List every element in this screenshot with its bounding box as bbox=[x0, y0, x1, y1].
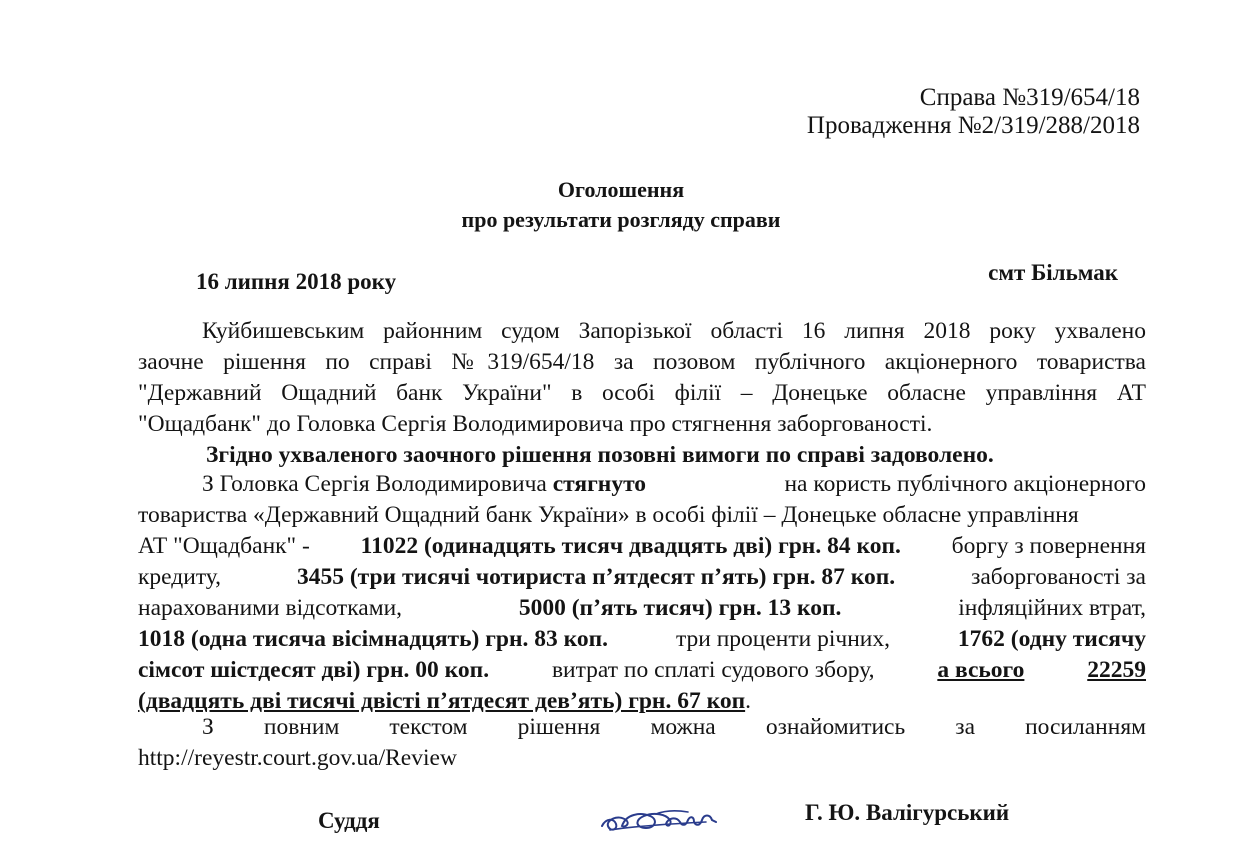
amount: 1018 (одна тисяча вісімнадцять) грн. 83 коп. bbox=[138, 626, 609, 652]
paragraph-full-text-link bbox=[138, 712, 1146, 774]
text-fragment: кредиту, bbox=[138, 564, 222, 590]
text-fragment: Згідно ухваленого заочного рішення позовні вимоги по справі задоволено. bbox=[206, 442, 994, 468]
text-line bbox=[138, 531, 1146, 562]
text-fragment: заборгованості за bbox=[971, 564, 1146, 590]
total-amount: 22259 bbox=[1087, 657, 1146, 683]
text-fragment: витрат по сплаті судового збору, bbox=[551, 657, 875, 683]
document-title: Оголошення bbox=[557, 177, 685, 202]
text-line bbox=[138, 378, 1146, 409]
amount: 3455 (три тисячі чотириста п’ятдесят п’ять) грн. 87 коп. bbox=[296, 564, 896, 590]
proceeding-number: Провадження №2/319/288/2018 bbox=[806, 112, 1140, 139]
text-line bbox=[138, 347, 1146, 378]
text-line bbox=[138, 440, 1146, 471]
amount: 1762 (одну тисячу bbox=[957, 626, 1146, 652]
document-place: смт Більмак bbox=[988, 260, 1118, 285]
paragraph-recovery bbox=[138, 469, 1146, 717]
text-fragment: товариства «Державний Ощадний банк України» в особі філії – Донецьке обласне управління bbox=[138, 502, 1079, 528]
amount: сімсот шістдесят дві) грн. 00 коп. bbox=[138, 657, 490, 683]
amount: 5000 (п’ять тисяч) грн. 13 коп. bbox=[518, 595, 842, 621]
total-amount-words: (двадцять дві тисячі двісті п’ятдесят дев’ять) грн. 67 коп bbox=[138, 688, 746, 714]
text-fragment: "Державний Ощадний банк України" в особі філії – Донецьке обласне управління АТ bbox=[138, 380, 1146, 406]
text-fragment: З повним текстом рішення можна ознайомитись за посиланням bbox=[202, 714, 1146, 740]
text-fragment: інфляційних втрат, bbox=[958, 595, 1146, 621]
paragraph-claims-satisfied bbox=[138, 440, 1146, 471]
text-line bbox=[138, 712, 1146, 743]
text-fragment: на користь публічного акціонерного bbox=[784, 471, 1146, 497]
registry-link[interactable]: http://reyestr.court.gov.ua/Review bbox=[138, 745, 457, 771]
text-line bbox=[138, 655, 1146, 686]
text-fragment: . bbox=[745, 688, 751, 714]
case-number: Справа №319/654/18 bbox=[919, 84, 1140, 111]
document-subtitle: про результати розгляду справи bbox=[461, 207, 781, 232]
text-line bbox=[138, 593, 1146, 624]
handwritten-signature bbox=[596, 792, 746, 842]
judge-role-label: Суддя bbox=[318, 808, 380, 833]
document-date: 16 липня 2018 року bbox=[196, 269, 397, 294]
text-line bbox=[138, 500, 1146, 531]
text-fragment: боргу з повернення bbox=[951, 533, 1146, 559]
text-fragment: "Ощадбанк" до Головка Сергія Володимировича про стягнення заборгованості. bbox=[138, 411, 933, 437]
text-line bbox=[138, 562, 1146, 593]
text-line bbox=[138, 743, 1146, 774]
text-fragment: АТ "Ощадбанк" - bbox=[138, 533, 310, 559]
judge-name: Г. Ю. Валігурський bbox=[805, 800, 1010, 825]
text-line bbox=[138, 469, 1146, 500]
total-label: а всього bbox=[937, 657, 1025, 683]
text-fragment: З Головка Сергія Володимировича стягнуто bbox=[202, 471, 647, 497]
text-fragment: Куйбишевським районним судом Запорізької області 16 липня 2018 року ухвалено bbox=[202, 318, 1146, 344]
text-fragment: нарахованими відсотками, bbox=[138, 595, 403, 621]
text-fragment: заочне рішення по справі №319/654/18 за позовом публічного акціонерного товариства bbox=[138, 349, 1146, 375]
paragraph-decision bbox=[138, 316, 1146, 440]
text-fragment: три проценти річних, bbox=[675, 626, 890, 652]
text-line bbox=[138, 316, 1146, 347]
text-line bbox=[138, 624, 1146, 655]
amount: 11022 (одинадцять тисяч двадцять дві) грн. 84 коп. bbox=[360, 533, 901, 559]
text-line bbox=[138, 409, 1146, 440]
